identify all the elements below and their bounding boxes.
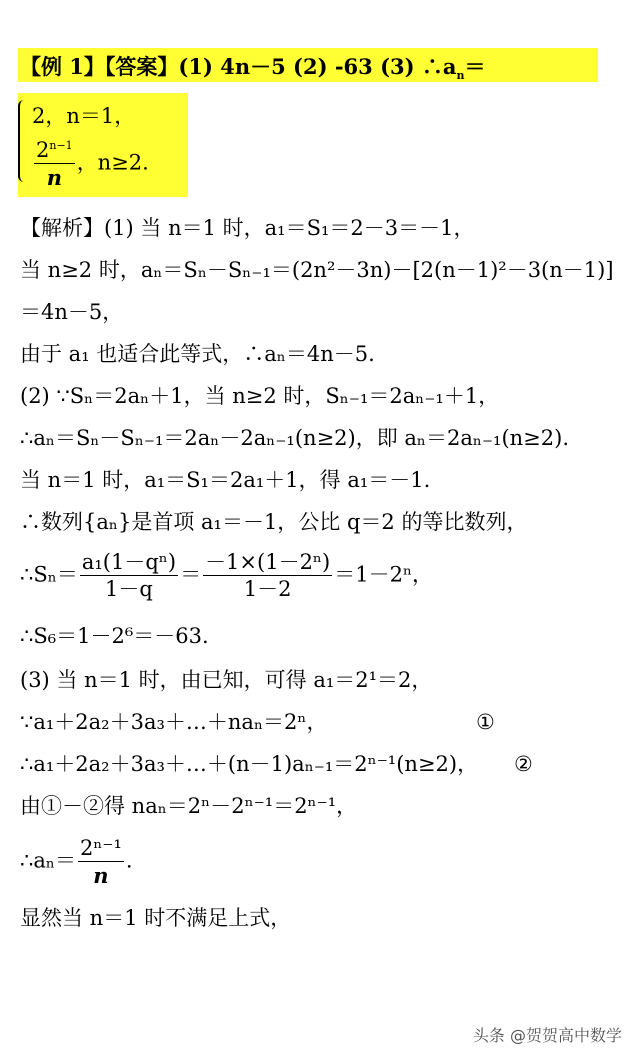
analysis-line-8 <box>20 512 527 533</box>
analysis-text: ∴数列{aₙ}是首项 a₁＝－1，公比 q＝2 的等比数列， <box>20 510 528 534</box>
case-2-num: 2 <box>36 138 50 162</box>
case-2-tail: ，n≥2. <box>76 150 149 175</box>
piecewise-case-2 <box>32 140 149 188</box>
mark-2 <box>514 754 533 775</box>
final-num: 2ⁿ⁻¹ <box>79 836 122 860</box>
line-s6 <box>20 626 209 647</box>
final-fraction <box>78 838 124 886</box>
sum-formula <box>20 552 433 600</box>
answer-line <box>20 54 486 83</box>
case-2-fraction <box>34 140 75 188</box>
line-text: 由①－②得 naₙ＝2ⁿ－2ⁿ⁻¹＝2ⁿ⁻¹， <box>20 794 358 818</box>
answer-sub: n <box>456 69 465 83</box>
answer-text: 【例 1】【答案】(1) 4n－5 (2) -63 (3) ∴a <box>20 54 457 79</box>
analysis-line-5 <box>20 386 499 407</box>
watermark-text: 头条 @贺贺高中数学 <box>472 1026 622 1045</box>
mark-1-text: ① <box>476 710 495 734</box>
frac1-den: 1－q <box>105 577 153 601</box>
frac2-num: －1×(1－2ⁿ) <box>205 550 331 574</box>
answer-eq: ＝ <box>464 54 486 79</box>
line-eq2 <box>20 754 478 775</box>
line-part3 <box>20 670 432 691</box>
final-den: n <box>93 863 109 888</box>
analysis-text: ＝4n－5， <box>20 300 124 324</box>
analysis-line-6 <box>20 428 569 449</box>
last-line <box>20 908 291 929</box>
analysis-line-1 <box>20 218 474 239</box>
case-2-exp: n−1 <box>49 139 73 152</box>
analysis-text: 【解析】(1) 当 n＝1 时，a₁＝S₁＝2－3＝－1， <box>20 216 475 240</box>
watermark <box>473 1023 622 1046</box>
sum-fraction-2 <box>203 552 332 600</box>
sum-eq: ＝ <box>180 562 202 587</box>
analysis-text: 当 n≥2 时，aₙ＝Sₙ－Sₙ₋₁＝(2n²－3n)－[2(n－1)²－3(n－1)] <box>20 258 614 282</box>
piecewise-case-1 <box>32 106 135 127</box>
line-eq1 <box>20 712 327 733</box>
analysis-text: (2) ∵Sₙ＝2aₙ＋1，当 n≥2 时，Sₙ₋₁＝2aₙ₋₁＋1， <box>20 384 500 408</box>
frac2-den: 1－2 <box>243 577 292 601</box>
mark-1 <box>476 712 495 733</box>
analysis-line-3 <box>20 302 123 323</box>
last-line-text: 显然当 n＝1 时不满足上式， <box>20 906 292 930</box>
analysis-text: ∴aₙ＝Sₙ－Sₙ₋₁＝2aₙ－2aₙ₋₁(n≥2)，即 aₙ＝2aₙ₋₁(n≥2). <box>20 426 570 450</box>
sum-lhs: ∴Sₙ＝ <box>20 562 78 587</box>
mark-2-text: ② <box>514 752 533 776</box>
final-formula <box>20 838 133 886</box>
line-diff <box>20 796 357 817</box>
analysis-text: 由于 a₁ 也适合此等式，∴aₙ＝4n－5. <box>20 342 375 366</box>
line-text: ∴a₁＋2a₂＋3a₃＋…＋(n－1)aₙ₋₁＝2ⁿ⁻¹(n≥2)， <box>20 752 479 776</box>
piecewise-brace <box>18 100 30 182</box>
analysis-line-2 <box>20 260 614 281</box>
final-tail: . <box>125 848 133 873</box>
sum-rhs: ＝1－2ⁿ， <box>334 562 434 587</box>
line-text: ∴S₆＝1－2⁶＝－63. <box>20 624 209 648</box>
case-2-den: n <box>46 165 62 190</box>
analysis-text: 当 n＝1 时，a₁＝S₁＝2a₁＋1，得 a₁＝－1. <box>20 468 431 492</box>
sum-fraction-1 <box>80 552 178 600</box>
final-lhs: ∴aₙ＝ <box>20 848 76 873</box>
case-1-text: 2，n＝1， <box>32 104 136 128</box>
frac1-num: a₁(1－qⁿ) <box>81 550 177 574</box>
line-text: (3) 当 n＝1 时，由已知，可得 a₁＝2¹＝2， <box>20 668 433 692</box>
line-text: ∵a₁＋2a₂＋3a₃＋…＋naₙ＝2ⁿ， <box>20 710 328 734</box>
analysis-line-4 <box>20 344 375 365</box>
analysis-line-7 <box>20 470 430 491</box>
